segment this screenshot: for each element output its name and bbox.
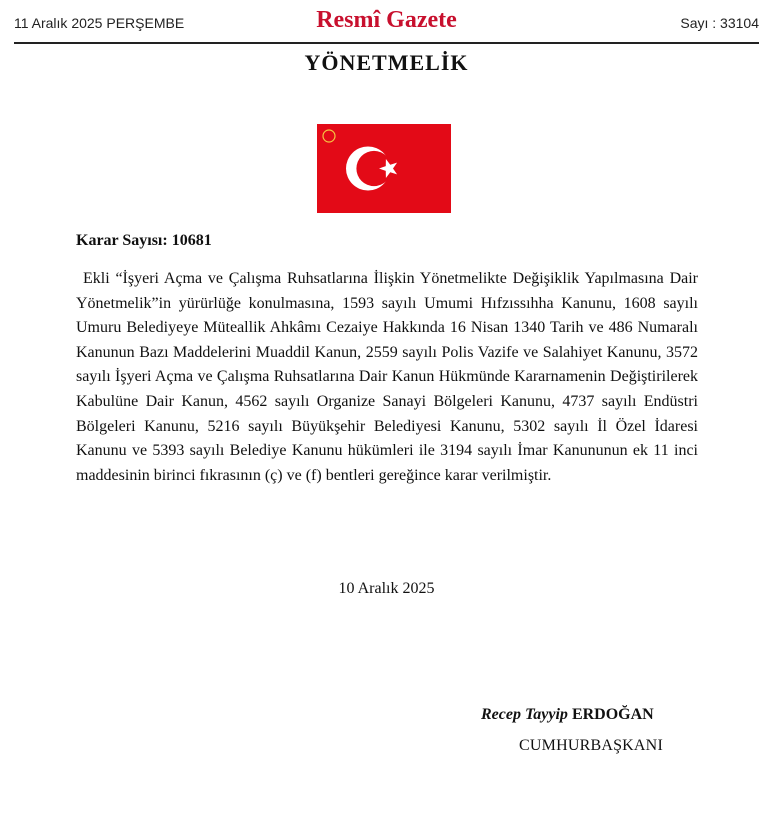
signatory-name [481, 706, 654, 724]
section-title: YÖNETMELİK [304, 50, 469, 75]
decree-date: 10 Aralık 2025 [338, 580, 435, 597]
header-divider [14, 42, 759, 44]
decree-paragraph: Ekli “İşyeri Açma ve Çalışma Ruhsatlarına İlişkin Yönetmelikte Değişiklik Yapılmasına Dair Yönetmelik”in yürürlüğe konulmasına, 1593 sayılı Umumi Hıfzıssıhha Kanunu, 1608 sayılı Umuru Belediyeye Müteallik Ahkâmı Cezaiye Hakkında 16 Nisan 1340 Tarih ve 486 Numaralı Kanunun Bazı Maddelerini Muaddil Kanun, 2559 sayılı Polis Vazife ve Salahiyet Kanunu, 3572 sayılı İşyeri Açma ve Çalışma Ruhsatlarına Dair Kanun Hükmünde Kararnamenin Değiştirilerek Kabulüne Dair Kanun, 4562 sayılı Organize Sanayi Bölgeleri Kanunu, 4737 sayılı Endüstri Bölgeleri Kanunu, 5216 sayılı Büyükşehir Belediyesi Kanunu, 5302 sayılı İl Özel İdaresi Kanunu ve 5393 sayılı Belediye Kanunu hükümleri ile 3194 sayılı İmar Kanununun ek 11 inci maddesinin birinci fıkrasının (ç) ve (f) bentleri gereğince karar verilmiştir. [76, 270, 698, 484]
decision-number: Karar Sayısı: 10681 [76, 232, 212, 249]
decree-body [76, 267, 698, 488]
issue-number: Sayı : 33104 [680, 15, 759, 31]
publication-title: Resmî Gazete [316, 7, 457, 33]
gazette-header [14, 6, 759, 40]
turkish-flag-icon [317, 124, 451, 213]
signatory-title: CUMHURBAŞKANI [519, 737, 663, 754]
signatory-surname: ERDOĞAN [571, 706, 654, 723]
signatory-given-name: Recep Tayyip [481, 706, 568, 723]
header-date: 11 Aralık 2025 PERŞEMBE [14, 15, 185, 31]
